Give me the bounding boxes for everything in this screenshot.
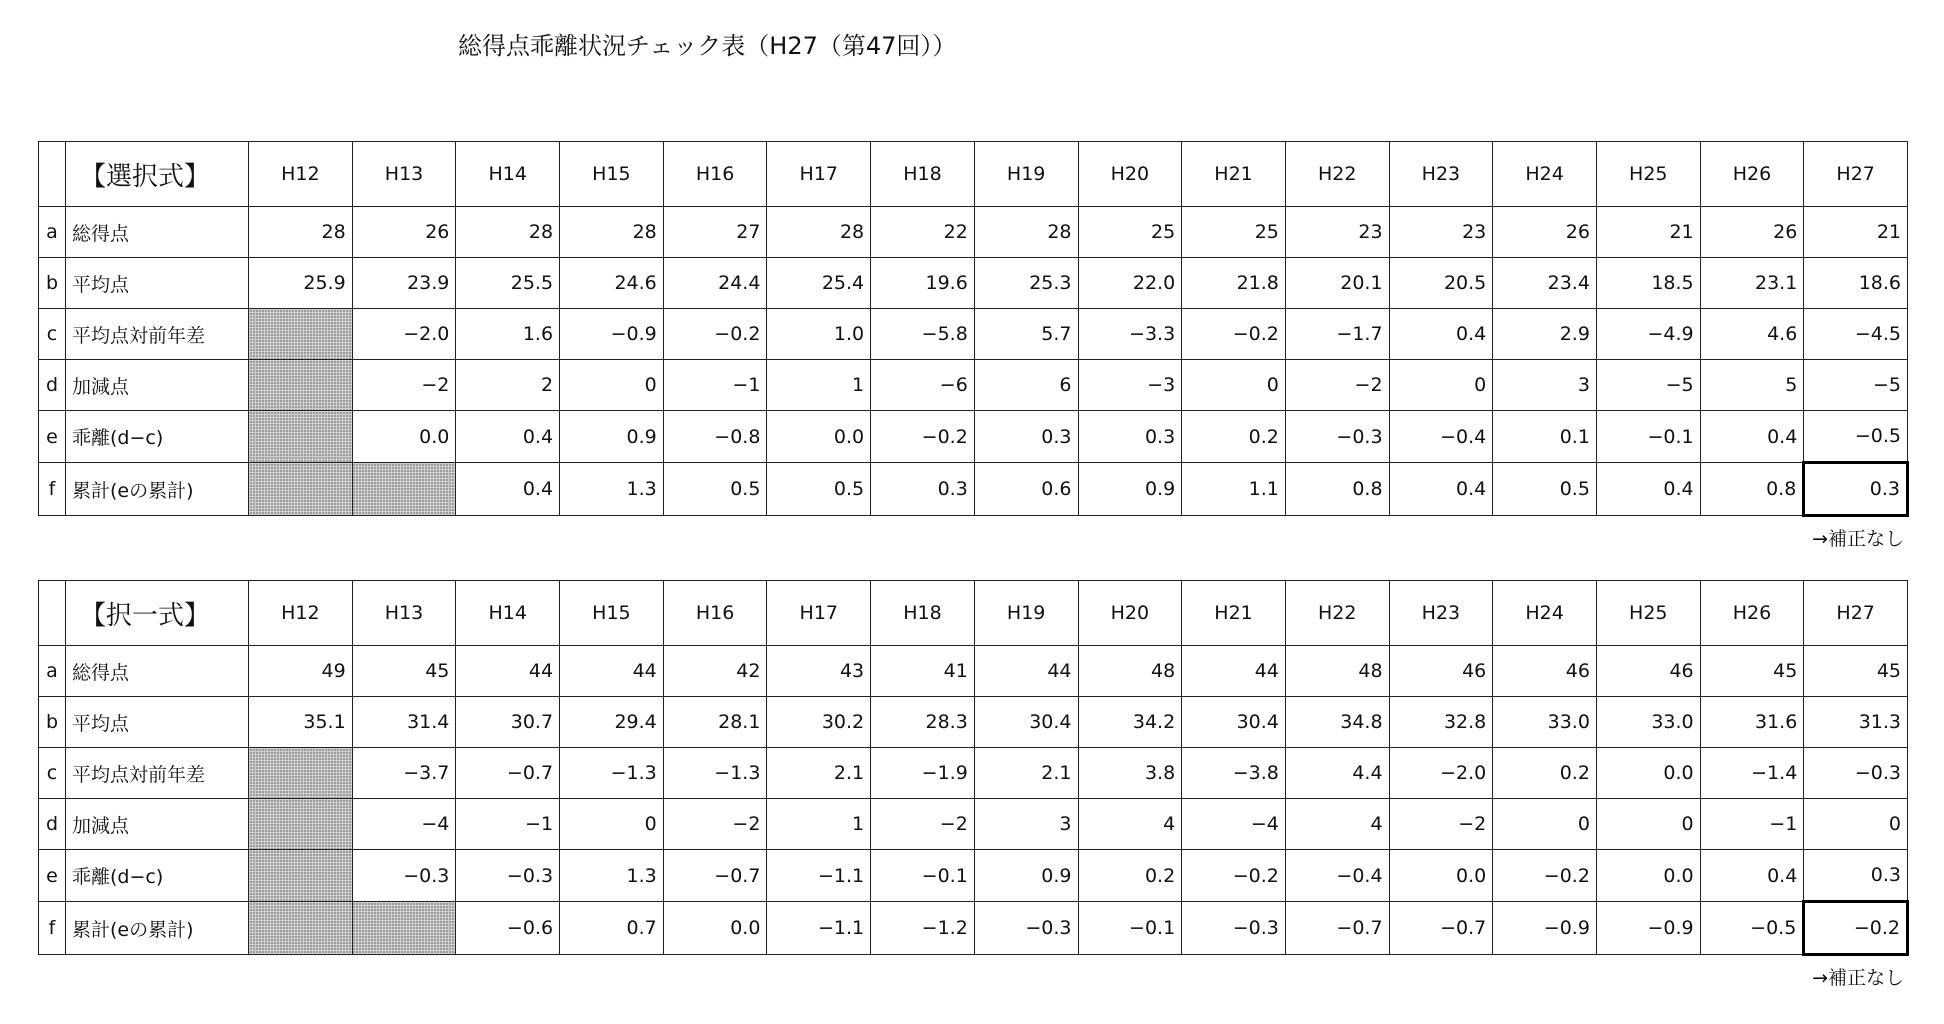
value-cell: 33.0 <box>1596 697 1700 748</box>
value-cell: 48 <box>1285 646 1389 697</box>
value-cell: 2.1 <box>767 748 871 799</box>
value-cell: −3.7 <box>352 748 456 799</box>
year-header: H21 <box>1182 581 1286 646</box>
value-cell: −0.5 <box>1804 411 1908 463</box>
value-cell: 0.0 <box>1389 850 1493 902</box>
year-header: H20 <box>1078 581 1182 646</box>
table-row <box>39 850 1908 902</box>
year-header: H26 <box>1700 581 1804 646</box>
value-cell: 0.3 <box>1078 411 1182 463</box>
table-row <box>39 697 1908 748</box>
value-cell: −2 <box>1285 360 1389 411</box>
value-cell: −0.4 <box>1285 850 1389 902</box>
note-no-correction: →補正なし <box>1812 967 1904 989</box>
value-cell: −0.2 <box>1182 850 1286 902</box>
value-cell: 3 <box>974 799 1078 850</box>
value-cell: −1.1 <box>767 902 871 955</box>
note-no-correction: →補正なし <box>1812 528 1904 550</box>
value-cell: 26 <box>1493 207 1597 258</box>
value-cell: 1.0 <box>767 309 871 360</box>
value-cell: 28 <box>974 207 1078 258</box>
row-letter: d <box>39 799 66 850</box>
value-cell: 1.3 <box>560 463 664 516</box>
value-cell: 31.6 <box>1700 697 1804 748</box>
value-cell: 5.7 <box>974 309 1078 360</box>
year-header: H18 <box>871 581 975 646</box>
value-cell: −1.3 <box>663 748 767 799</box>
value-cell: −0.1 <box>1078 902 1182 955</box>
value-cell: 4 <box>1285 799 1389 850</box>
value-cell: 0.4 <box>1700 411 1804 463</box>
value-cell: 0.4 <box>456 411 560 463</box>
table-row <box>39 207 1908 258</box>
value-cell: 0 <box>560 360 664 411</box>
value-cell: 31.4 <box>352 697 456 748</box>
value-cell: 44 <box>560 646 664 697</box>
row-label: 累計(eの累計) <box>66 463 249 516</box>
year-header: H12 <box>249 142 353 207</box>
value-cell: 29.4 <box>560 697 664 748</box>
row-letter: c <box>39 309 66 360</box>
year-header: H23 <box>1389 142 1493 207</box>
value-cell: 0.0 <box>352 411 456 463</box>
value-cell: −1.7 <box>1285 309 1389 360</box>
value-cell: 20.1 <box>1285 258 1389 309</box>
value-cell: 23 <box>1285 207 1389 258</box>
value-cell: 24.4 <box>663 258 767 309</box>
table-row <box>39 748 1908 799</box>
value-cell: 19.6 <box>871 258 975 309</box>
value-cell: 28 <box>767 207 871 258</box>
value-cell: 5 <box>1700 360 1804 411</box>
value-cell: −0.1 <box>871 850 975 902</box>
row-label: 加減点 <box>66 360 249 411</box>
value-cell: −0.7 <box>1285 902 1389 955</box>
value-cell: 30.2 <box>767 697 871 748</box>
value-cell: 2.1 <box>974 748 1078 799</box>
value-cell: 4.6 <box>1700 309 1804 360</box>
row-letter: d <box>39 360 66 411</box>
value-cell: −0.4 <box>1389 411 1493 463</box>
selection-table <box>38 141 1909 517</box>
value-cell: 28.1 <box>663 697 767 748</box>
year-header: H22 <box>1285 142 1389 207</box>
value-cell: 21 <box>1804 207 1908 258</box>
year-header: H14 <box>456 142 560 207</box>
value-cell: 1.1 <box>1182 463 1286 516</box>
row-label: 平均点対前年差 <box>66 309 249 360</box>
value-cell: 0.4 <box>1700 850 1804 902</box>
year-header: H15 <box>560 581 664 646</box>
value-cell: −0.9 <box>1596 902 1700 955</box>
value-cell: −5.8 <box>871 309 975 360</box>
value-cell: 0.9 <box>560 411 664 463</box>
value-cell: −1 <box>1700 799 1804 850</box>
header-row <box>39 581 1908 646</box>
value-cell: 22 <box>871 207 975 258</box>
value-cell: −2.0 <box>352 309 456 360</box>
value-cell: 0 <box>560 799 664 850</box>
value-cell: −1.9 <box>871 748 975 799</box>
value-cell: 0.4 <box>1389 463 1493 516</box>
value-cell: 0 <box>1493 799 1597 850</box>
value-cell: 0.3 <box>974 411 1078 463</box>
value-cell: 22.0 <box>1078 258 1182 309</box>
value-cell: −5 <box>1596 360 1700 411</box>
shaded-empty-cell <box>352 463 456 516</box>
value-cell: −0.7 <box>1389 902 1493 955</box>
value-cell: 23.9 <box>352 258 456 309</box>
value-cell: −0.7 <box>663 850 767 902</box>
value-cell: 0.0 <box>663 902 767 955</box>
value-cell: 3 <box>1493 360 1597 411</box>
year-header: H19 <box>974 581 1078 646</box>
value-cell: 45 <box>1804 646 1908 697</box>
value-cell: −3.8 <box>1182 748 1286 799</box>
row-letter: f <box>39 902 66 955</box>
row-label: 平均点対前年差 <box>66 748 249 799</box>
shaded-empty-cell <box>249 411 353 463</box>
value-cell: 3.8 <box>1078 748 1182 799</box>
highlighted-value-cell: −0.2 <box>1804 902 1908 955</box>
year-header: H21 <box>1182 142 1286 207</box>
year-header: H25 <box>1596 581 1700 646</box>
table-heading: 【択一式】 <box>66 581 249 646</box>
row-letter: f <box>39 463 66 516</box>
year-header: H24 <box>1493 581 1597 646</box>
year-header: H13 <box>352 142 456 207</box>
value-cell: 26 <box>1700 207 1804 258</box>
value-cell: 25.5 <box>456 258 560 309</box>
multiple-choice-table <box>38 580 1909 956</box>
value-cell: 25.9 <box>249 258 353 309</box>
value-cell: 0.9 <box>1078 463 1182 516</box>
year-header: H18 <box>871 142 975 207</box>
value-cell: −0.8 <box>663 411 767 463</box>
value-cell: 0.9 <box>974 850 1078 902</box>
table-row <box>39 360 1908 411</box>
value-cell: 0.1 <box>1493 411 1597 463</box>
value-cell: −4 <box>352 799 456 850</box>
row-label: 平均点 <box>66 697 249 748</box>
table-row <box>39 258 1908 309</box>
value-cell: 0 <box>1389 360 1493 411</box>
year-header: H14 <box>456 581 560 646</box>
table-row <box>39 309 1908 360</box>
row-letter: e <box>39 850 66 902</box>
value-cell: 0.8 <box>1285 463 1389 516</box>
row-letter: a <box>39 207 66 258</box>
value-cell: 35.1 <box>249 697 353 748</box>
value-cell: 4 <box>1078 799 1182 850</box>
value-cell: −0.3 <box>352 850 456 902</box>
value-cell: 18.5 <box>1596 258 1700 309</box>
value-cell: 0.0 <box>767 411 871 463</box>
value-cell: 0.2 <box>1493 748 1597 799</box>
year-header: H12 <box>249 581 353 646</box>
shaded-empty-cell <box>352 902 456 955</box>
value-cell: 48 <box>1078 646 1182 697</box>
value-cell: 0.5 <box>663 463 767 516</box>
value-cell: 42 <box>663 646 767 697</box>
row-label: 総得点 <box>66 646 249 697</box>
value-cell: 2 <box>456 360 560 411</box>
value-cell: −4 <box>1182 799 1286 850</box>
value-cell: 43 <box>767 646 871 697</box>
value-cell: −2 <box>1389 799 1493 850</box>
year-header: H22 <box>1285 581 1389 646</box>
value-cell: 4.4 <box>1285 748 1389 799</box>
value-cell: 6 <box>974 360 1078 411</box>
value-cell: −4.9 <box>1596 309 1700 360</box>
value-cell: −0.2 <box>663 309 767 360</box>
row-letter: c <box>39 748 66 799</box>
value-cell: 1.6 <box>456 309 560 360</box>
value-cell: 45 <box>1700 646 1804 697</box>
shaded-empty-cell <box>249 748 353 799</box>
value-cell: −0.6 <box>456 902 560 955</box>
highlighted-value-cell: 0.3 <box>1804 463 1908 516</box>
shaded-empty-cell <box>249 902 353 955</box>
value-cell: 44 <box>456 646 560 697</box>
row-label: 総得点 <box>66 207 249 258</box>
value-cell: 23.1 <box>1700 258 1804 309</box>
row-label: 平均点 <box>66 258 249 309</box>
value-cell: −1 <box>663 360 767 411</box>
value-cell: 28 <box>249 207 353 258</box>
year-header: H26 <box>1700 142 1804 207</box>
year-header: H23 <box>1389 581 1493 646</box>
value-cell: 32.8 <box>1389 697 1493 748</box>
value-cell: 41 <box>871 646 975 697</box>
value-cell: 45 <box>352 646 456 697</box>
value-cell: −1 <box>456 799 560 850</box>
value-cell: 0.5 <box>1493 463 1597 516</box>
value-cell: −1.3 <box>560 748 664 799</box>
value-cell: −2.0 <box>1389 748 1493 799</box>
shaded-empty-cell <box>249 850 353 902</box>
row-label: 乖離(d−c) <box>66 850 249 902</box>
year-header: H15 <box>560 142 664 207</box>
value-cell: 46 <box>1493 646 1597 697</box>
value-cell: −2 <box>871 799 975 850</box>
shaded-empty-cell <box>249 360 353 411</box>
value-cell: 31.3 <box>1804 697 1908 748</box>
value-cell: 0.4 <box>1389 309 1493 360</box>
year-header: H27 <box>1804 142 1908 207</box>
value-cell: 0.7 <box>560 902 664 955</box>
page-title: 総得点乖離状況チェック表（H27（第47回）） <box>458 32 957 60</box>
value-cell: 27 <box>663 207 767 258</box>
value-cell: −0.3 <box>1804 748 1908 799</box>
year-header: H17 <box>767 142 871 207</box>
value-cell: −2 <box>663 799 767 850</box>
value-cell: 21.8 <box>1182 258 1286 309</box>
row-letter: b <box>39 697 66 748</box>
value-cell: −0.2 <box>871 411 975 463</box>
value-cell: 23 <box>1389 207 1493 258</box>
value-cell: 25 <box>1182 207 1286 258</box>
value-cell: −0.3 <box>1182 902 1286 955</box>
value-cell: −3 <box>1078 360 1182 411</box>
value-cell: 1 <box>767 799 871 850</box>
value-cell: −0.3 <box>456 850 560 902</box>
value-cell: −4.5 <box>1804 309 1908 360</box>
value-cell: 25.3 <box>974 258 1078 309</box>
value-cell: 20.5 <box>1389 258 1493 309</box>
value-cell: 0 <box>1804 799 1908 850</box>
table-heading: 【選択式】 <box>66 142 249 207</box>
value-cell: −0.1 <box>1596 411 1700 463</box>
value-cell: 26 <box>352 207 456 258</box>
row-letter: a <box>39 646 66 697</box>
row-letter: e <box>39 411 66 463</box>
value-cell: 0.0 <box>1596 748 1700 799</box>
value-cell: −0.2 <box>1493 850 1597 902</box>
value-cell: 0.5 <box>767 463 871 516</box>
year-header: H20 <box>1078 142 1182 207</box>
value-cell: 46 <box>1596 646 1700 697</box>
row-label: 乖離(d−c) <box>66 411 249 463</box>
value-cell: −2 <box>352 360 456 411</box>
corner-cell <box>39 142 66 207</box>
value-cell: −0.9 <box>560 309 664 360</box>
value-cell: −5 <box>1804 360 1908 411</box>
value-cell: 28 <box>560 207 664 258</box>
value-cell: 25 <box>1078 207 1182 258</box>
value-cell: 44 <box>974 646 1078 697</box>
value-cell: 0.6 <box>974 463 1078 516</box>
value-cell: 18.6 <box>1804 258 1908 309</box>
value-cell: 0.4 <box>1596 463 1700 516</box>
year-header: H16 <box>663 142 767 207</box>
value-cell: 0.8 <box>1700 463 1804 516</box>
table-row <box>39 646 1908 697</box>
row-label: 加減点 <box>66 799 249 850</box>
year-header: H17 <box>767 581 871 646</box>
table-row <box>39 463 1908 516</box>
value-cell: 30.4 <box>974 697 1078 748</box>
value-cell: −0.3 <box>974 902 1078 955</box>
value-cell: −1.1 <box>767 850 871 902</box>
corner-cell <box>39 581 66 646</box>
value-cell: −0.7 <box>456 748 560 799</box>
shaded-empty-cell <box>249 799 353 850</box>
shaded-empty-cell <box>249 463 353 516</box>
value-cell: 30.7 <box>456 697 560 748</box>
value-cell: 25.4 <box>767 258 871 309</box>
value-cell: 28 <box>456 207 560 258</box>
value-cell: 0 <box>1182 360 1286 411</box>
year-header: H24 <box>1493 142 1597 207</box>
value-cell: 0 <box>1596 799 1700 850</box>
value-cell: 2.9 <box>1493 309 1597 360</box>
value-cell: −3.3 <box>1078 309 1182 360</box>
value-cell: −0.2 <box>1182 309 1286 360</box>
value-cell: 0.3 <box>1804 850 1908 902</box>
value-cell: 1.3 <box>560 850 664 902</box>
row-label: 累計(eの累計) <box>66 902 249 955</box>
year-header: H25 <box>1596 142 1700 207</box>
value-cell: −0.9 <box>1493 902 1597 955</box>
value-cell: 0.2 <box>1078 850 1182 902</box>
year-header: H19 <box>974 142 1078 207</box>
value-cell: 46 <box>1389 646 1493 697</box>
value-cell: 30.4 <box>1182 697 1286 748</box>
table-row <box>39 411 1908 463</box>
row-letter: b <box>39 258 66 309</box>
value-cell: −0.3 <box>1285 411 1389 463</box>
table-row <box>39 799 1908 850</box>
value-cell: −1.4 <box>1700 748 1804 799</box>
value-cell: 0.3 <box>871 463 975 516</box>
year-header: H16 <box>663 581 767 646</box>
year-header: H13 <box>352 581 456 646</box>
value-cell: 34.2 <box>1078 697 1182 748</box>
value-cell: 21 <box>1596 207 1700 258</box>
value-cell: 44 <box>1182 646 1286 697</box>
value-cell: −6 <box>871 360 975 411</box>
value-cell: 24.6 <box>560 258 664 309</box>
value-cell: 0.2 <box>1182 411 1286 463</box>
value-cell: −1.2 <box>871 902 975 955</box>
shaded-empty-cell <box>249 309 353 360</box>
value-cell: 28.3 <box>871 697 975 748</box>
value-cell: 0.0 <box>1596 850 1700 902</box>
value-cell: 1 <box>767 360 871 411</box>
header-row <box>39 142 1908 207</box>
value-cell: 49 <box>249 646 353 697</box>
year-header: H27 <box>1804 581 1908 646</box>
value-cell: 34.8 <box>1285 697 1389 748</box>
value-cell: 0.4 <box>456 463 560 516</box>
value-cell: −0.5 <box>1700 902 1804 955</box>
value-cell: 33.0 <box>1493 697 1597 748</box>
value-cell: 23.4 <box>1493 258 1597 309</box>
table-row <box>39 902 1908 955</box>
